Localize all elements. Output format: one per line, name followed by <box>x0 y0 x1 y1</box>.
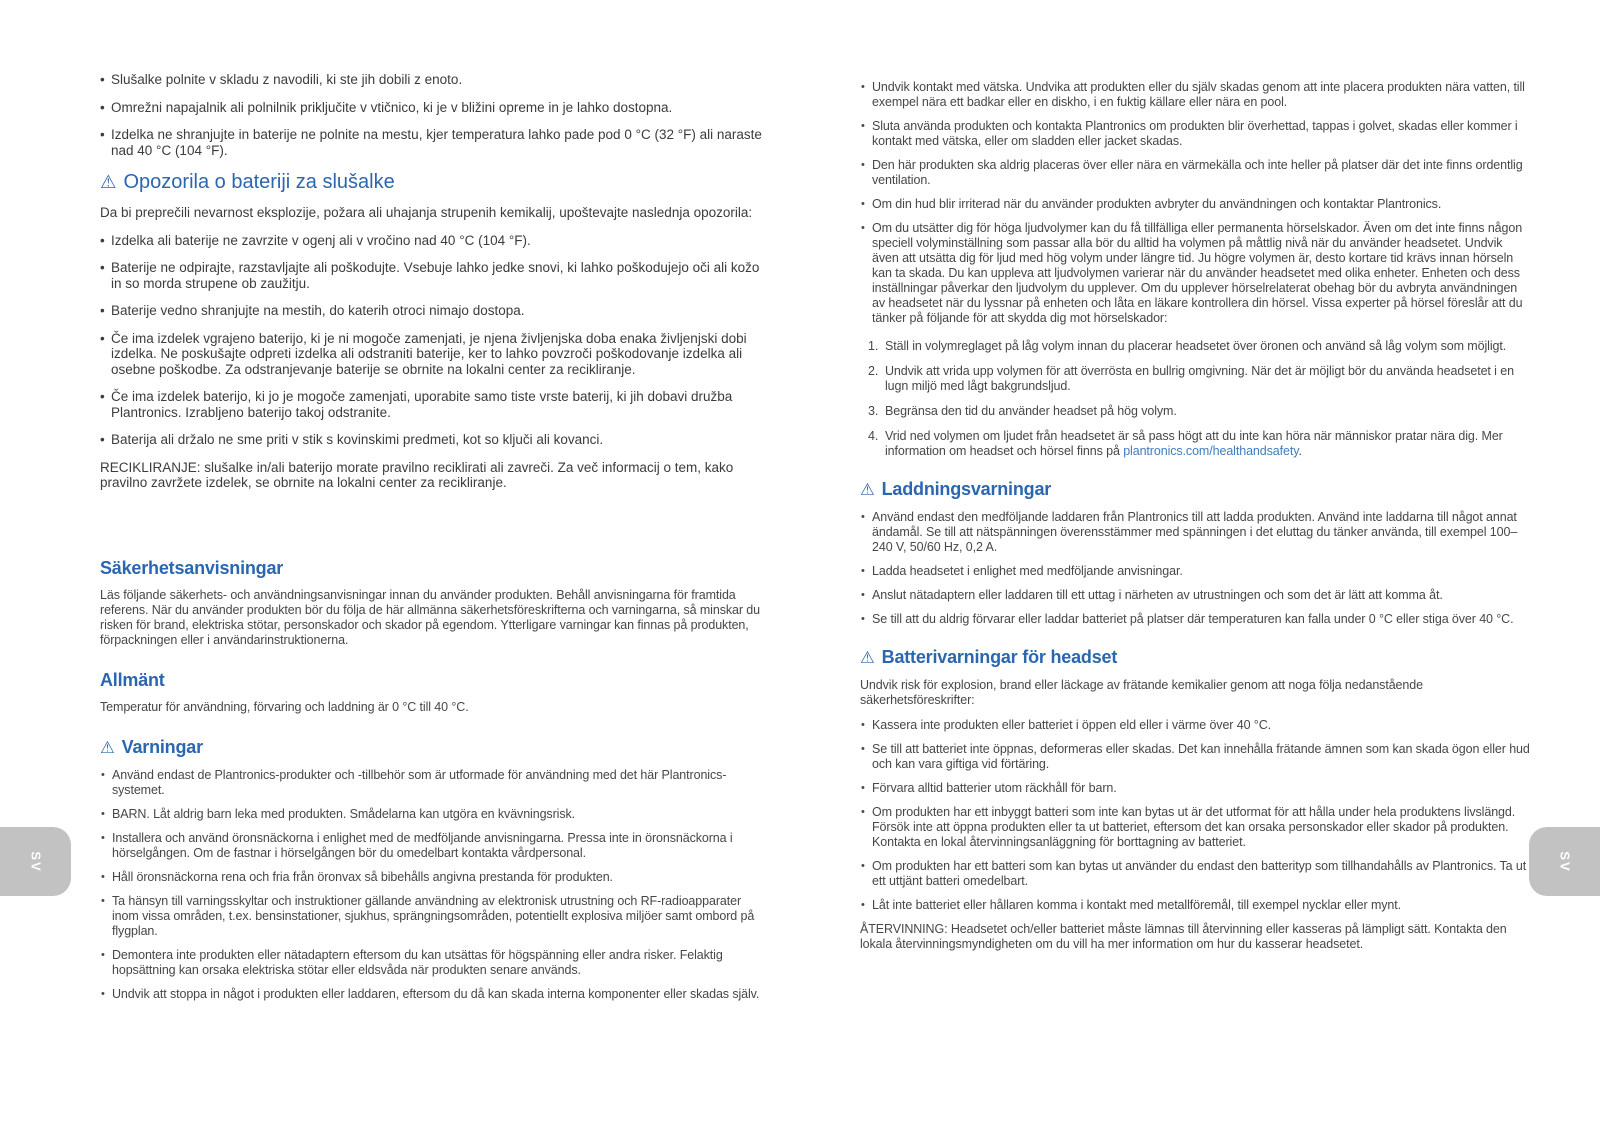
list-item: • Kassera inte produkten eller batteriet i öppen eld eller i värme över 40 °C. <box>860 718 1532 733</box>
battery-warnings-list-sl <box>100 233 766 448</box>
step-text: Vrid ned volymen om ljudet från headsetet är så pass högt att du inte kan höra när människor pratar nära dig. Mer information om headset och hörsel finns på <box>885 429 1503 458</box>
list-item: • Undvik att stoppa in något i produkten eller laddaren, eftersom du då kan skada interna komponenter eller skadas själv. <box>100 987 766 1002</box>
section-heading-charging-warnings-sv <box>860 478 1532 501</box>
list-item: • Se till att batteriet inte öppnas, deformeras eller skadas. Det kan innehålla frätande ämnen som kan skada ögon eller hud och kan vara giftiga vid förtäring. <box>860 742 1532 772</box>
warning-icon: ⚠ <box>100 737 115 757</box>
list-item <box>868 429 1532 459</box>
section-heading-headset-battery-warnings-sv <box>860 646 1532 669</box>
list-item: • Undvik kontakt med vätska. Undvika att produkten eller du själv skadas genom att inte placera produkten nära vatten, till exempel nära ett badkar eller en diskho, i en fuktig källare eller nära en pool. <box>860 80 1532 110</box>
list-item: • Baterije vedno shranjujte na mestih, do katerih otroci nimajo dostopa. <box>100 303 766 319</box>
list-item <box>868 364 1532 394</box>
language-tab-label: SV <box>28 850 43 873</box>
language-tab-right <box>1529 827 1600 896</box>
list-item: • Omrežni napajalnik ali polnilnik priključite v vtičnico, ki je v bližini opreme in je lahko dostopna. <box>100 100 766 116</box>
step-text: Begränsa den tid du använder headset på hög volym. <box>885 404 1177 418</box>
warning-icon: ⚠ <box>100 172 117 193</box>
safety-intro-sv: Läs följande säkerhets- och användningsanvisningar innan du använder produkten. Behåll anvisningarna för framtida referens. När du använder produkten bör du följa de här allmänna säkerhetsföreskrifterna och varningarna, så minskar du risken för brand, elektriska stötar, personskador och skador på egendom. Ytterligare varningar kan finnas på produkten, förpackningen eller i användarinstruktionerna. <box>100 587 761 647</box>
list-item: • Om produkten har ett batteri som kan bytas ut använder du endast den batterityp som tillhandahålls av Plantronics. Ta ut ett uttjänt batteri omedelbart. <box>860 859 1532 889</box>
list-item: • Använd endast de Plantronics-produkter och -tillbehör som är utformade för användning med det här Plantronics-systemet. <box>100 768 766 798</box>
step-text-suffix: . <box>1298 444 1302 458</box>
warning-icon: ⚠ <box>860 480 875 499</box>
list-item: • Izdelka ne shranjujte in baterije ne polnite na mestu, kjer temperatura lahko pade pod 0 °C (32 °F) ali naraste nad 40 °C (104 °F). <box>100 127 766 158</box>
recycling-note-sv: ÅTERVINNING: Headsetet och/eller batteriet måste lämnas till återvinning eller kasseras på lämpligt sätt. Kontakta den lokala återvinningsmyndigheten om du vill ha mer information om hur du kasserar headsetet. <box>860 922 1507 951</box>
section-heading-warnings-sv <box>100 736 766 759</box>
list-item: • Baterija ali držalo ne sme priti v stik s kovinskimi predmeti, kot so ključi ali kovanci. <box>100 432 766 448</box>
list-item: • Sluta använda produkten och kontakta Plantronics om produkten blir överhettad, tappas i golvet, skadas eller kommer i kontakt med vätska, eller om sladden eller jacket skadas. <box>860 119 1532 149</box>
list-item: • Slušalke polnite v skladu z navodili, ki ste jih dobili z enoto. <box>100 72 766 88</box>
heading-text: Laddningsvarningar <box>881 479 1052 499</box>
section-heading-battery-warnings-sl <box>100 170 766 195</box>
list-item: • Izdelka ali baterije ne zavrzite v ogenj ali v vročino nad 40 °C (104 °F). <box>100 233 766 249</box>
battery-warning-intro-sv: Undvik risk för explosion, brand eller läckage av frätande kemikalier genom att noga följa nedanstående säkerhetsföreskrifter: <box>860 678 1423 707</box>
warnings-list-sv <box>100 768 766 1002</box>
left-column <box>100 72 766 1011</box>
right-column <box>860 72 1532 962</box>
list-item: • Använd endast den medföljande laddaren från Plantronics till att ladda produkten. Använd inte laddarna till något annat ändamål. Se till att nätspänningen överensstämmer med spänningen i det eluttag du tänker använda, till exempel 100–240 V, 50/60 Hz, 0,2 A. <box>860 510 1532 555</box>
heading-text: Opozorila o bateriji za slušalke <box>123 171 395 193</box>
heading-text: Batterivarningar för headset <box>881 647 1118 667</box>
language-tab-left <box>0 827 71 896</box>
list-item: • Baterije ne odpirajte, razstavljajte ali poškodujte. Vsebuje lahko jedke snovi, ki lahko poškodujejo oči ali kožo in so morda strupene ob zaužitju. <box>100 260 766 291</box>
battery-warning-intro-sl: Da bi preprečili nevarnost eksplozije, požara ali uhajanja strupenih kemikalij, upoštevajte naslednja opozorila: <box>100 205 753 220</box>
list-item: • Če ima izdelek vgrajeno baterijo, ki je ni mogoče zamenjati, je njena življenjska doba enaka življenjski dobi izdelka. Ne poskušajte odpreti izdelka ali odstraniti baterije, ker to lahko povzroči poškodovanje izdelka ali osebne poškodbe. Za odstranjevanje baterije se obrnite na lokalni center za recikliranje. <box>100 331 766 378</box>
list-item: • Ta hänsyn till varningsskyltar och instruktioner gällande användning av elektronisk utrustning och RF-radioapparater inom vissa områden, t.ex. bensinstationer, sjukhus, sprängningsområden, potentiellt explosiva miljöer samt ombord på flygplan. <box>100 894 766 939</box>
list-item: • Om produkten har ett inbyggt batteri som inte kan bytas ut är det utformat för att hålla under hela produktens livslängd. Försök inte att öppna produkten eller ta ut batteriet, eftersom det kan orsaka personskador eller skador på produkten. Kontakta en lokal återvinningsanläggning för borttagning av batteriet. <box>860 805 1532 850</box>
list-item <box>868 339 1532 354</box>
list-item: • Installera och använd öronsnäckorna i enlighet med de medföljande anvisningarna. Pressa inte in öronsnäckorna i hörselgången. Om de fastnar i hörselgången bör du omedelbart kontakta vårdpersonal. <box>100 831 766 861</box>
list-item: • Demontera inte produkten eller nätadaptern eftersom du kan utsättas för högspänning eller andra risker. Felaktig hopsättning kan orsaka elektriska stötar eller eldsvåda när produkten senare används. <box>100 948 766 978</box>
list-item: • Ladda headsetet i enlighet med medföljande anvisningar. <box>860 564 1532 579</box>
charging-warnings-list-sv <box>860 510 1532 627</box>
section-heading-safety-sv: Säkerhetsanvisningar <box>100 557 284 578</box>
language-tab-label: SV <box>1557 850 1572 873</box>
list-item: • BARN. Låt aldrig barn leka med produkten. Smådelarna kan utgöra en kvävningsrisk. <box>100 807 766 822</box>
step-text: Ställ in volymreglaget på låg volym innan du placerar headsetet över öronen och använd så låg volym som möjligt. <box>885 339 1507 353</box>
list-item: • Den här produkten ska aldrig placeras över eller nära en värmekälla och inte heller på platser där det inte finns ordentlig ventilation. <box>860 158 1532 188</box>
list-item: • Förvara alltid batterier utom räckhåll för barn. <box>860 781 1532 796</box>
healthandsafety-link[interactable]: plantronics.com/healthandsafety <box>1123 444 1299 458</box>
list-item: • Om du utsätter dig för höga ljudvolymer kan du få tillfälliga eller permanenta hörselskador. Även om det inte finns någon speciell volyminställning som passar alla bör du alltid ha volymen på måttlig nivå när du använder headsetet. Undvik även att utsätta dig för ljud med hög volym under längre tid. Ju högre volymen är, desto kortare tid krävs innan hörseln kan ta skada. Du kan uppleva att ljudvolymen varierar när du använder headsetet med olika enheter. Enheten och dess inställningar påverkar den ljudvolym du upplever. Om du upplever hörselrelaterat obehag bör du avbryta användningen av headsetet när du lyssnar på enheten och låta en läkare kontrollera din hörsel. Vissa experter på hörsel föreslår att du tänker på följande för att skydda dig mot hörselskador: <box>860 221 1532 326</box>
usage-warnings-list-sv <box>860 80 1532 326</box>
list-item: • Om din hud blir irriterad när du använder produkten avbryter du användningen och kontaktar Plantronics. <box>860 197 1532 212</box>
list-item <box>868 404 1532 419</box>
heading-text: Varningar <box>121 736 203 757</box>
list-item: • Låt inte batteriet eller hållaren komma i kontakt med metallföremål, till exempel nycklar eller mynt. <box>860 898 1532 913</box>
list-item: • Anslut nätadaptern eller laddaren till ett uttag i närheten av utrustningen och som det är lätt att komma åt. <box>860 588 1532 603</box>
list-item: • Se till att du aldrig förvarar eller laddar batteriet på platser där temperaturen kan falla under 0 °C eller stiga över 40 °C. <box>860 612 1532 627</box>
charging-instructions-list <box>100 72 766 158</box>
hearing-protection-steps <box>868 339 1532 459</box>
section-heading-general-sv: Allmänt <box>100 669 165 690</box>
warning-icon: ⚠ <box>860 648 875 667</box>
general-text-sv: Temperatur för användning, förvaring och laddning är 0 °C till 40 °C. <box>100 699 469 714</box>
list-item: • Če ima izdelek baterijo, ki jo je mogoče zamenjati, uporabite samo tiste vrste baterij, ki jih dobavi družba Plantronics. Izrabljeno baterijo takoj odstranite. <box>100 389 766 420</box>
step-text: Undvik att vrida upp volymen för att överrösta en bullrig omgivning. När det är möjligt bör du använda headsetet i en lugn miljö med lågt bakgrundsljud. <box>885 364 1514 393</box>
list-item: • Håll öronsnäckorna rena och fria från öronvax så bibehålls angivna prestanda för produkten. <box>100 870 766 885</box>
recycling-note-sl: RECIKLIRANJE: slušalke in/ali baterijo morate pravilno reciklirati ali zavreči. Za več informacij o tem, kako pravilno zavržete izdelek, se obrnite na lokalni center za recikliranje. <box>100 459 734 490</box>
headset-battery-warnings-list-sv <box>860 718 1532 913</box>
